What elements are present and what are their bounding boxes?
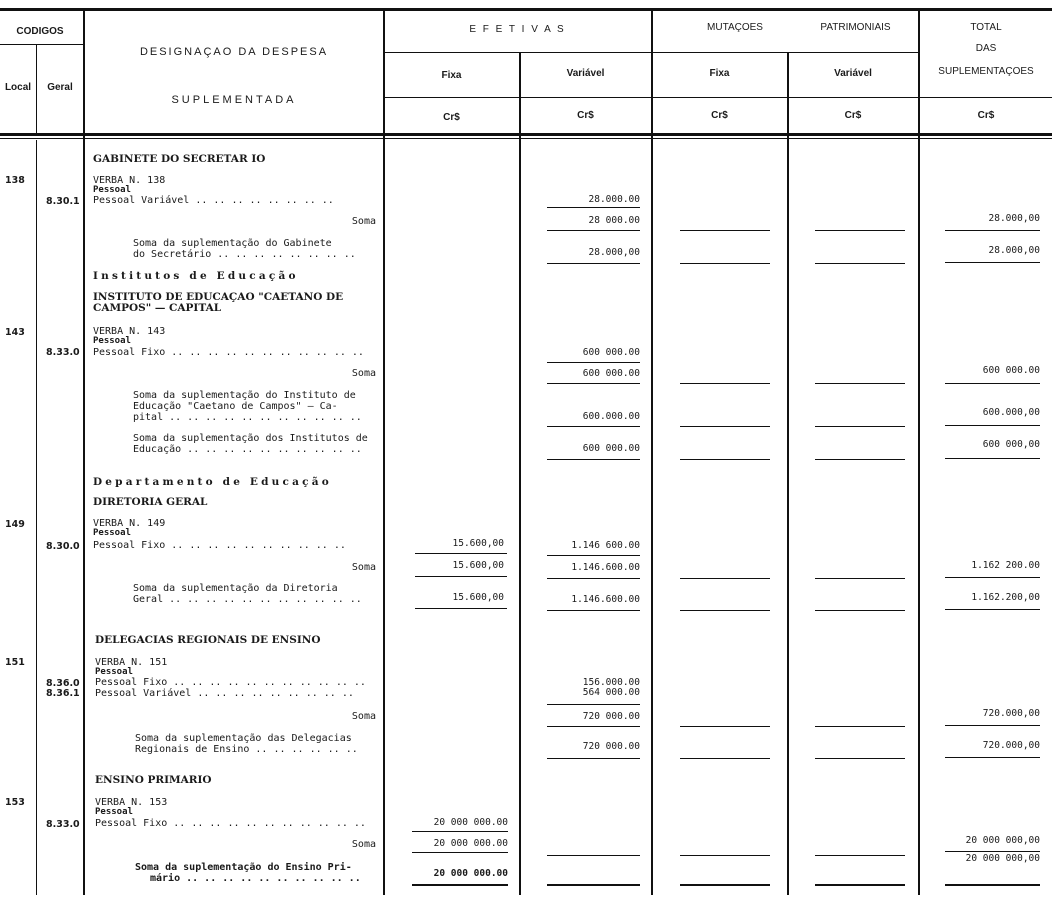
- underline: [815, 426, 905, 427]
- underline: [680, 263, 770, 264]
- pessoal-label: Pessoal: [95, 807, 133, 817]
- header-bottom-rule: [0, 133, 1052, 136]
- underline: [680, 758, 770, 759]
- underline: [945, 725, 1040, 726]
- underline: [547, 610, 640, 611]
- value-variavel-2: 564 000.00: [582, 687, 640, 698]
- geral-header: Geral: [47, 82, 73, 93]
- supl-total: 720.000,00: [982, 740, 1040, 751]
- supl-text-1: Soma da suplementação das Delegacias: [135, 733, 352, 744]
- supl-text-2: Geral .. .. .. .. .. .. .. .. .. .. ..: [133, 594, 362, 605]
- underline: [547, 459, 640, 460]
- pessoal-label: Pessoal: [93, 336, 131, 346]
- local-code: 143: [5, 327, 25, 338]
- supl-text-1: Soma da suplementação do Gabinete: [133, 238, 332, 249]
- underline: [412, 852, 508, 853]
- col-divider-designacao: [383, 8, 385, 895]
- underline: [680, 426, 770, 427]
- verba-title: VERBA N. 143: [93, 326, 166, 337]
- underline: [945, 425, 1040, 426]
- supl-total: 20 000 000,00: [965, 853, 1040, 864]
- col-divider-efetivas: [651, 8, 653, 895]
- designacao-header-2: SUPLEMENTADA: [171, 94, 297, 106]
- underline: [680, 610, 770, 611]
- supl-text-2: Regionais de Ensino .. .. .. .. .. ..: [135, 744, 358, 755]
- value-fixa: 15.600,00: [452, 538, 504, 549]
- supl-text-3: pital .. .. .. .. .. .. .. .. .. .. ..: [133, 412, 362, 423]
- supl2-variavel: 600 000.00: [582, 443, 640, 454]
- underline: [680, 726, 770, 727]
- soma-fixa: 15.600,00: [452, 560, 504, 571]
- supl-text-2: mário .. .. .. .. .. .. .. .. .. ..: [150, 873, 361, 884]
- supl-total: 600.000,00: [982, 407, 1040, 418]
- underline: [815, 610, 905, 611]
- supl-total: 1.162.200,00: [971, 592, 1040, 603]
- local-code: 149: [5, 519, 25, 530]
- efetivas-fixa-header: Fixa: [441, 70, 462, 81]
- soma-label: Soma: [351, 839, 376, 850]
- underline: [547, 578, 640, 579]
- supl-fixa: 20 000 000.00: [433, 868, 508, 879]
- geral-code-2: 8.36.1: [46, 688, 80, 699]
- total-header-3: SUPLEMENTAÇOES: [938, 66, 1034, 77]
- supl-variavel: 600.000.00: [582, 411, 640, 422]
- local-code: 138: [5, 175, 25, 186]
- supl-variavel: 1.146.600.00: [571, 594, 640, 605]
- item-label: Pessoal Fixo .. .. .. .. .. .. .. .. .. .. ..: [95, 818, 366, 829]
- supl-total: 28.000,00: [988, 245, 1040, 256]
- codigos-header: CODIGOS: [16, 26, 64, 37]
- underline: [680, 884, 770, 886]
- underline: [412, 884, 508, 886]
- geral-code-1: 8.36.0: [46, 678, 80, 689]
- underline: [945, 383, 1040, 384]
- supl-variavel: 28.000,00: [588, 247, 640, 258]
- currency-mut-fixa: Cr$: [711, 110, 728, 121]
- total-value: 720.000,00: [982, 708, 1040, 719]
- subheader-rule: [384, 97, 918, 98]
- currency-total: Cr$: [977, 110, 995, 121]
- verba-title: VERBA N. 153: [95, 797, 168, 808]
- patrimoniais-header: PATRIMONIAIS: [820, 22, 891, 33]
- underline: [945, 851, 1040, 852]
- underline: [680, 383, 770, 384]
- underline: [945, 757, 1040, 758]
- mutacoes-fixa-header: Fixa: [709, 68, 730, 79]
- supl2-text-2: Educação .. .. .. .. .. .. .. .. .. ..: [133, 444, 362, 455]
- underline: [415, 553, 507, 554]
- supl-fixa: 15.600,00: [452, 592, 504, 603]
- underline: [680, 459, 770, 460]
- col-divider-local-body: [36, 140, 37, 895]
- underline: [815, 726, 905, 727]
- section-ensino-primario: ENSINO PRIMARIO: [95, 774, 212, 786]
- value-variavel-1: 156.000.00: [582, 677, 640, 688]
- underline: [547, 263, 640, 264]
- underline: [547, 726, 640, 727]
- underline: [547, 555, 640, 556]
- underline: [945, 262, 1040, 263]
- underline: [415, 576, 507, 577]
- efetivas-header: E F E T I V A S: [469, 24, 566, 35]
- supl-text-1: Soma da suplementação do Ensino Pri-: [135, 862, 352, 873]
- header-double-rule: [0, 138, 1052, 139]
- underline: [680, 578, 770, 579]
- underline: [815, 459, 905, 460]
- item-label: Pessoal Fixo .. .. .. .. .. .. .. .. .. .. ..: [93, 347, 364, 358]
- item-label-2: Pessoal Variável .. .. .. .. .. .. .. .. ..: [95, 688, 354, 699]
- value-fixa: 20 000 000.00: [433, 817, 508, 828]
- soma-variavel: 600 000.00: [582, 368, 640, 379]
- section-diretoria: DIRETORIA GERAL: [93, 496, 208, 508]
- section-instituto-caetano-1: INSTITUTO DE EDUCAÇAO "CAETANO DE: [93, 291, 344, 303]
- geral-code: 8.33.0: [46, 347, 80, 358]
- section-gabinete: GABINETE DO SECRETAR IO: [93, 153, 266, 165]
- soma-label: Soma: [351, 216, 376, 227]
- total-value: 28.000,00: [988, 213, 1040, 224]
- supl2-text-1: Soma da suplementação dos Institutos de: [133, 433, 368, 444]
- soma-label: Soma: [351, 711, 376, 722]
- section-institutos: Institutos de Educação: [93, 270, 299, 282]
- geral-code: 8.30.1: [46, 196, 80, 207]
- underline: [412, 831, 508, 832]
- supl-text-2: do Secretário .. .. .. .. .. .. .. ..: [133, 249, 356, 260]
- supl-text-1: Soma da suplementação do Instituto de: [133, 390, 356, 401]
- col-divider-mutacoes-fixa: [787, 52, 789, 895]
- col-divider-efetivas-fixa: [519, 52, 521, 895]
- section-delegacias: DELEGACIAS REGIONAIS DE ENSINO: [95, 634, 321, 646]
- pessoal-label: Pessoal: [93, 528, 131, 538]
- local-code: 151: [5, 657, 25, 668]
- verba-title: VERBA N. 151: [95, 657, 168, 668]
- underline: [815, 578, 905, 579]
- total-header-2: DAS: [975, 43, 997, 54]
- underline: [547, 230, 640, 231]
- total-header-1: TOTAL: [970, 22, 1002, 33]
- efetivas-rule: [384, 52, 918, 53]
- underline: [680, 230, 770, 231]
- codigos-rule: [0, 44, 83, 45]
- col-divider-mutacoes: [918, 8, 920, 895]
- pessoal-label: Pessoal: [93, 185, 131, 195]
- section-departamento: Departamento de Educação: [93, 476, 332, 488]
- supl-text-2: Educação "Caetano de Campos" — Ca-: [133, 401, 338, 412]
- soma-variavel: 720 000.00: [582, 711, 640, 722]
- mutacoes-header: MUTAÇOES: [707, 22, 763, 33]
- col-divider-geral: [83, 8, 85, 895]
- underline: [547, 362, 640, 363]
- underline: [815, 758, 905, 759]
- underline: [815, 230, 905, 231]
- currency-variavel: Cr$: [577, 110, 594, 121]
- supl-text-1: Soma da suplementação da Diretoria: [133, 583, 338, 594]
- underline: [815, 383, 905, 384]
- underline: [945, 884, 1040, 886]
- geral-code: 8.30.0: [46, 541, 80, 552]
- underline: [680, 855, 770, 856]
- designacao-header-1: DESIGNAÇAO DA DESPESA: [139, 46, 329, 58]
- underline: [547, 855, 640, 856]
- underline: [415, 608, 507, 609]
- underline: [547, 383, 640, 384]
- mutacoes-variavel-header: Variável: [834, 68, 872, 79]
- total-value: 1.162 200.00: [971, 560, 1040, 571]
- currency-mut-variavel: Cr$: [844, 110, 862, 121]
- soma-fixa: 20 000 000.00: [433, 838, 508, 849]
- underline: [547, 207, 640, 208]
- underline: [945, 577, 1040, 578]
- item-label: Pessoal Fixo .. .. .. .. .. .. .. .. .. ..: [93, 540, 346, 551]
- underline: [945, 458, 1040, 459]
- underline: [945, 230, 1040, 231]
- soma-variavel: 1.146.600.00: [571, 562, 640, 573]
- underline: [547, 704, 640, 705]
- soma-label: Soma: [351, 562, 376, 573]
- top-rule: [0, 8, 1052, 11]
- soma-label: Soma: [351, 368, 376, 379]
- geral-code: 8.33.0: [46, 819, 80, 830]
- item-label: Pessoal Variável .. .. .. .. .. .. .. ..: [93, 195, 334, 206]
- underline: [815, 855, 905, 856]
- total-value: 600 000.00: [982, 365, 1040, 376]
- efetivas-variavel-header: Variável: [566, 68, 605, 79]
- underline: [547, 758, 640, 759]
- verba-title: VERBA N. 138: [93, 175, 166, 186]
- currency-fixa: Cr$: [443, 112, 460, 123]
- pessoal-label: Pessoal: [95, 667, 133, 677]
- local-code: 153: [5, 797, 25, 808]
- value-variavel: 1.146 600.00: [571, 540, 640, 551]
- underline: [547, 426, 640, 427]
- underline: [815, 263, 905, 264]
- soma-variavel: 28 000.00: [588, 215, 640, 226]
- local-header: Local: [4, 82, 32, 93]
- section-instituto-caetano-2: CAMPOS" — CAPITAL: [93, 302, 222, 314]
- total-subheader-rule: [920, 97, 1052, 98]
- supl2-total: 600 000,00: [982, 439, 1040, 450]
- verba-title: VERBA N. 149: [93, 518, 166, 529]
- underline: [945, 609, 1040, 610]
- supl-variavel: 720 000.00: [582, 741, 640, 752]
- value-variavel: 28.000.00: [588, 194, 640, 205]
- item-label-1: Pessoal Fixo .. .. .. .. .. .. .. .. .. .. ..: [95, 677, 366, 688]
- value-variavel: 600 000.00: [582, 347, 640, 358]
- total-value: 20 000 000,00: [965, 835, 1040, 846]
- col-divider-local: [36, 44, 37, 134]
- underline: [815, 884, 905, 886]
- underline: [547, 884, 640, 886]
